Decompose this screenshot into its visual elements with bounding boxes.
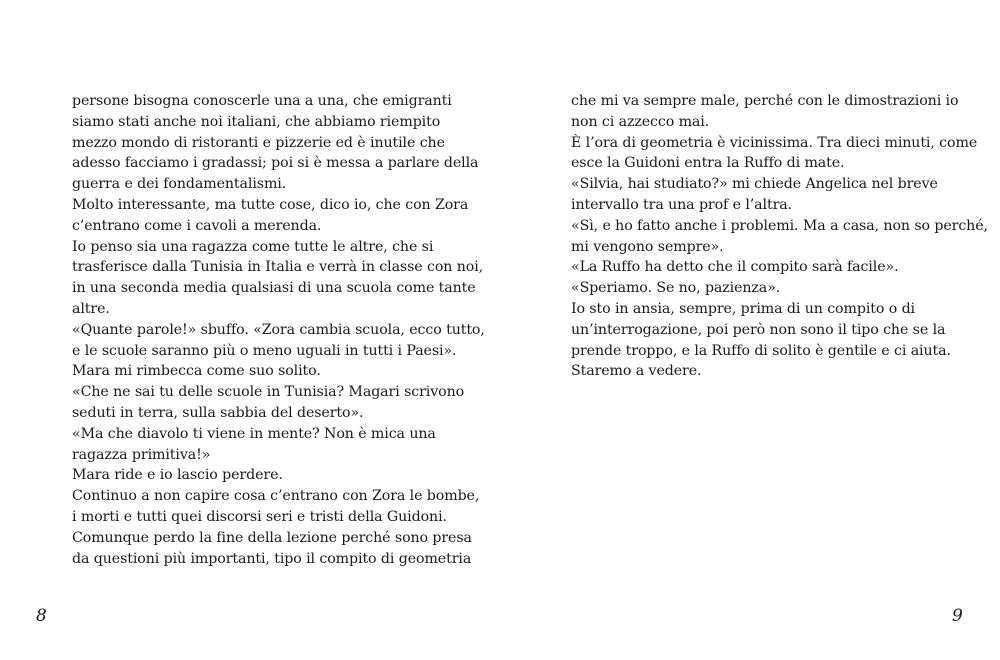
right-page-text xyxy=(571,91,988,382)
text-line: ragazza primitiva!» xyxy=(72,446,211,463)
text-line: intervallo tra una prof e l’altra. xyxy=(571,196,793,213)
text-line: Mara mi rimbecca come suo solito. xyxy=(72,363,321,380)
text-line: persone bisogna conoscerle una a una, che emigranti xyxy=(72,93,452,109)
text-line: non ci azzecco mai. xyxy=(571,113,710,130)
left-page-text xyxy=(72,91,485,569)
text-line: mezzo mondo di ristoranti e pizzerie ed è inutile che xyxy=(72,134,445,151)
text-line: «Quante parole!» sbuffo. «Zora cambia scuola, ecco tutto, xyxy=(72,321,485,338)
text-line: «Che ne sai tu delle scuole in Tunisia? Magari scrivono xyxy=(72,384,465,401)
text-line: seduti in terra, sulla sabbia del deserto». xyxy=(72,404,364,421)
text-line: trasferisce dalla Tunisia in Italia e verrà in classe con noi, xyxy=(72,259,484,276)
text-line: guerra e dei fondamentalismi. xyxy=(72,176,287,193)
text-line: esce la Guidoni entra la Ruffo di mate. xyxy=(571,155,845,172)
right-page-number: 9 xyxy=(952,606,963,626)
text-line: Comunque perdo la fine della lezione perché sono presa xyxy=(72,529,472,546)
text-line: in una seconda media qualsiasi di una scuola come tante xyxy=(72,280,476,297)
text-line: «La Ruffo ha detto che il compito sarà facile». xyxy=(571,259,899,276)
text-line: Continuo a non capire cosa c’entrano con Zora le bombe, xyxy=(72,488,480,505)
text-line: che mi va sempre male, perché con le dimostrazioni io xyxy=(571,93,959,109)
text-line: È l’ora di geometria è vicinissima. Tra dieci minuti, come xyxy=(571,134,978,151)
text-line: Molto interessante, ma tutte cose, dico io, che con Zora xyxy=(72,196,469,213)
right-page xyxy=(500,0,1000,660)
text-line: siamo stati anche noi italiani, che abbiamo riempito xyxy=(72,113,441,130)
text-line: e le scuole saranno più o meno uguali in tutti i Paesi». xyxy=(72,342,457,359)
text-line: «Silvia, hai studiato?» mi chiede Angelica nel breve xyxy=(571,176,938,193)
text-line: Mara ride e io lascio perdere. xyxy=(72,467,283,484)
text-line: Io penso sia una ragazza come tutte le altre, che si xyxy=(72,238,434,255)
text-line: altre. xyxy=(72,300,110,317)
text-line: Io sto in ansia, sempre, prima di un compito o di xyxy=(571,300,915,317)
text-line: adesso facciamo i gradassi; poi si è messa a parlare della xyxy=(72,155,479,172)
text-line: un’interrogazione, poi però non sono il tipo che se la xyxy=(571,321,946,338)
text-line: c’entrano come i cavoli a merenda. xyxy=(72,217,322,234)
text-line: da questioni più importanti, tipo il compito di geometria xyxy=(72,550,472,567)
left-page-number: 8 xyxy=(36,606,47,626)
text-line: i morti e tutti quei discorsi seri e tristi della Guidoni. xyxy=(72,508,447,525)
text-line: Staremo a vedere. xyxy=(571,363,702,380)
text-line: «Ma che diavolo ti viene in mente? Non è mica una xyxy=(72,425,436,442)
text-line: «Speriamo. Se no, pazienza». xyxy=(571,280,781,297)
text-line: «Sì, e ho fatto anche i problemi. Ma a casa, non so perché, xyxy=(571,217,988,234)
text-line: mi vengono sempre». xyxy=(571,238,724,255)
text-line: prende troppo, e la Ruffo di solito è gentile e ci aiuta. xyxy=(571,342,951,359)
